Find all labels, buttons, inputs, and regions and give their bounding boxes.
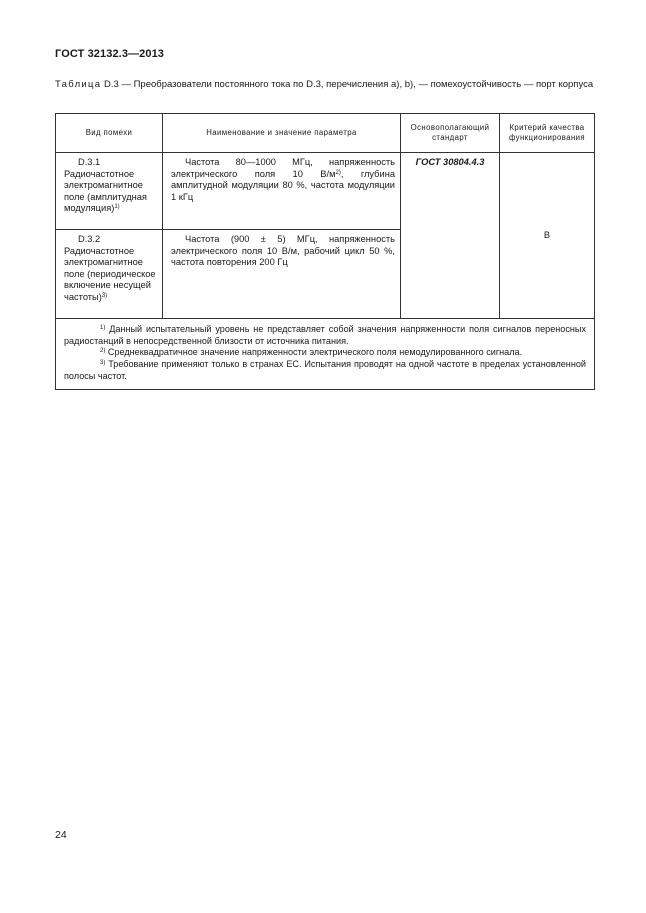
header-basic-standard: Основополагающий стандарт	[401, 114, 500, 153]
table-header-row	[56, 114, 595, 153]
header-performance-criterion: Критерий качества функционирования	[500, 114, 595, 153]
performance-criterion-cell: В	[500, 153, 595, 319]
header-parameter: Наименование и значение параметра	[163, 114, 401, 153]
basic-standard-cell: ГОСТ 30804.4.3	[401, 153, 500, 319]
document-id: ГОСТ 32132.3—2013	[55, 48, 165, 60]
parameter-cell: Частота (900 ± 5) МГц, напряженность электрического поля 10 В/м, рабочий цикл 50 %, частота повторения 200 Гц	[163, 230, 401, 319]
page-number: 24	[55, 829, 67, 841]
caption-number: D.3	[104, 79, 119, 90]
notes-row	[56, 319, 595, 390]
disturbance-type-cell: D.3.1 Радиочастотное электромагнитное поле (амплитудная модуляция)$^{1)}$	[56, 153, 163, 230]
immunity-table	[55, 113, 595, 390]
parameter-cell: Частота 80—1000 МГц, напряженность электрического поля 10 $В/м^{2)}$, глубина амплитудной модуляции 80 %, частота модуляции 1 кГц	[163, 153, 401, 230]
header-disturbance-type: Вид помехи	[56, 114, 163, 153]
table-row	[56, 153, 595, 230]
footnotes-cell	[56, 319, 595, 390]
disturbance-type-cell: D.3.2 Радиочастотное электромагнитное поле (периодическое включение несущей частоты)$^{3)}$	[56, 230, 163, 319]
caption-label: Таблица	[55, 79, 102, 90]
caption-text: — Преобразователи постоянного тока по D.3, перечисления а), b), — помехоустойчивость — порт корпуса	[121, 79, 594, 90]
table-caption	[55, 79, 595, 92]
footnote: $^{2)}$ Среднеквадратичное значение напряженности электрического поля немодулированного сигнала.	[100, 347, 523, 358]
footnote: $^{1)}$ Данный испытательный уровень не представляет собой значения напряженности поля сигналов переносных радиостанций в непосредственной близости от источника питания.	[64, 324, 587, 346]
footnote: $^{3)}$ Требование применяют только в странах ЕС. Испытания проводят на одной частоте в пределах установленной полосы частот.	[64, 359, 586, 381]
